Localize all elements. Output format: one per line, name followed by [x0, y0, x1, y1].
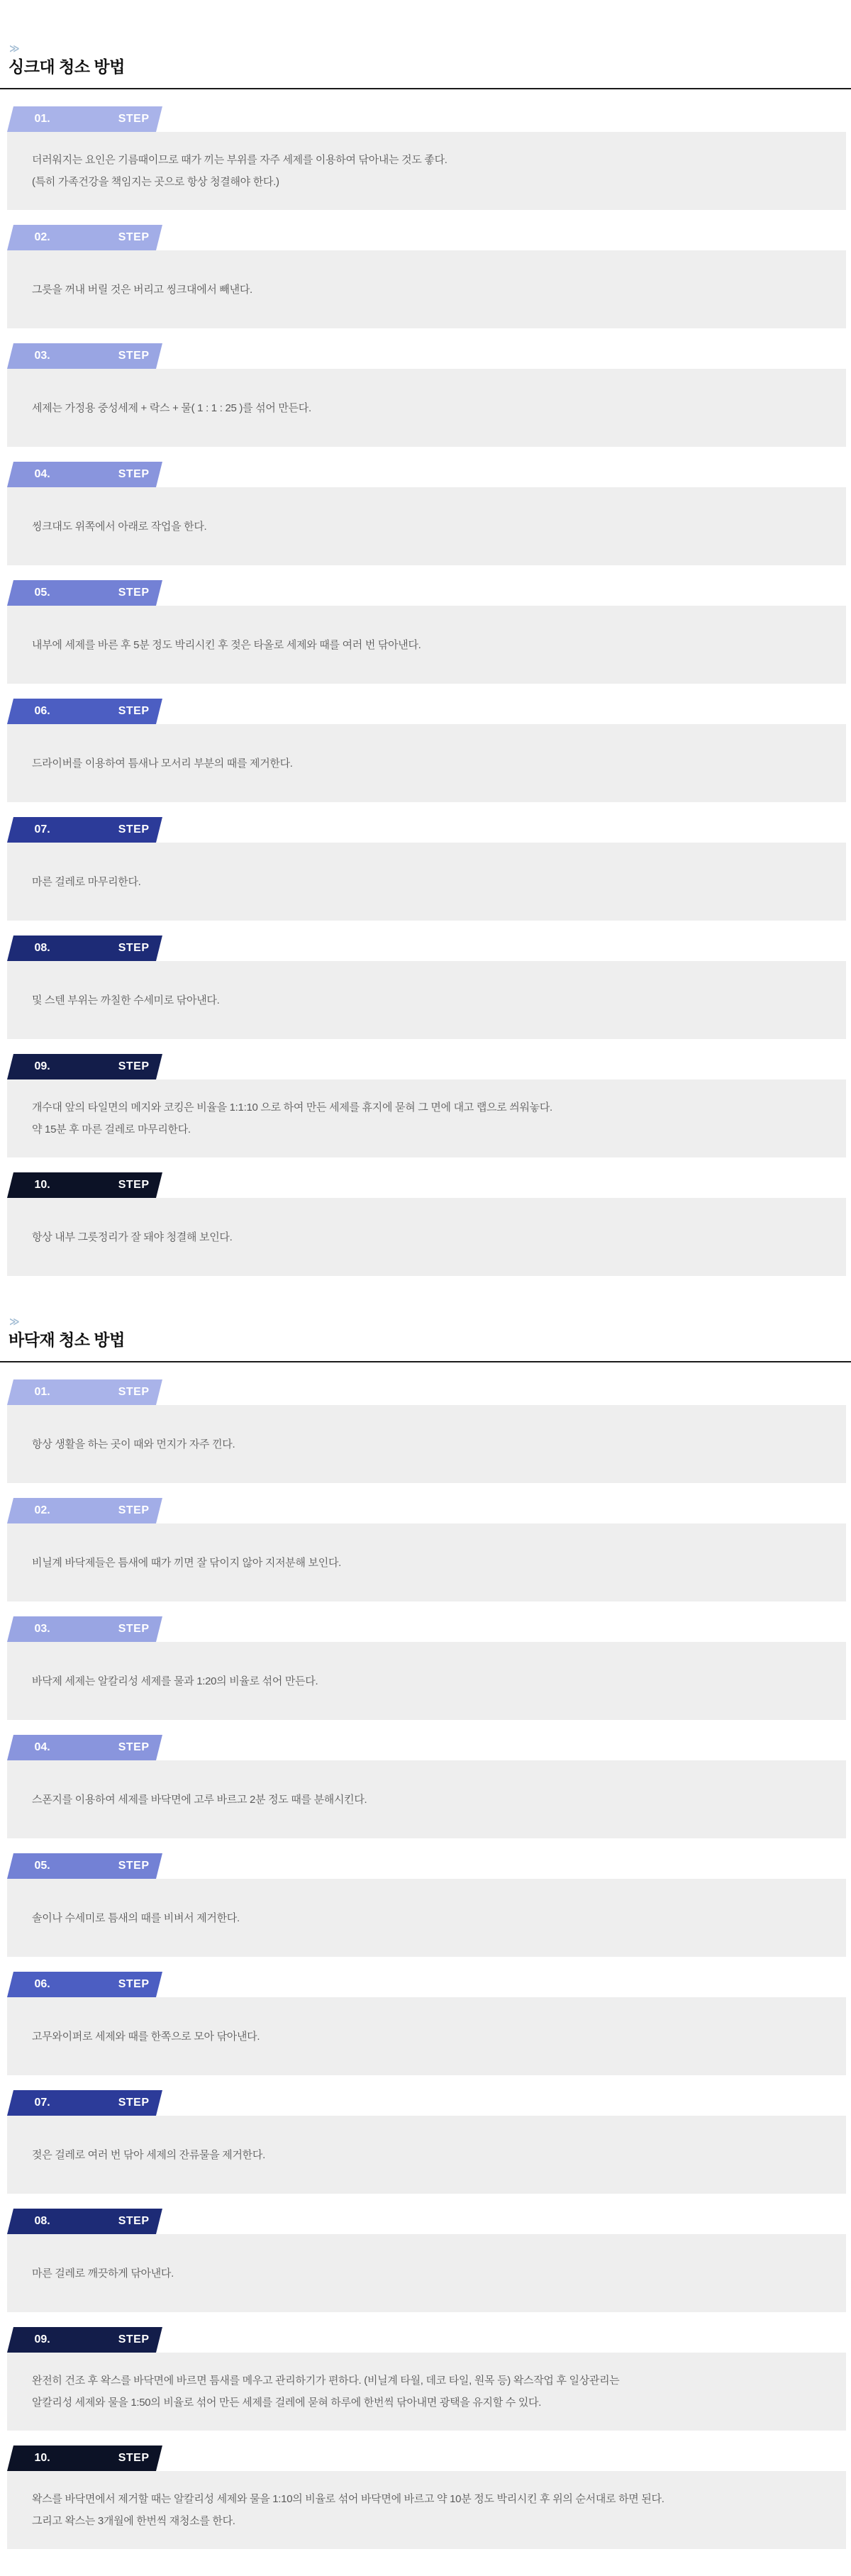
step-badge-inner	[10, 1179, 159, 1192]
step-badge-inner	[10, 468, 159, 481]
step-item	[0, 2209, 851, 2312]
step-number: 05.	[34, 587, 50, 599]
step-description-box	[7, 487, 846, 565]
step-text-line: 바닥제 세제는 알칼리성 세제를 물과 1:20의 비율로 섞어 만든다.	[32, 1675, 318, 1687]
step-badge	[7, 817, 162, 843]
section-sink-cleaning	[0, 43, 851, 1276]
step-badge	[7, 936, 162, 961]
step-label: STEP	[118, 1386, 150, 1398]
step-badge	[7, 2327, 162, 2353]
step-text-line: 알칼리성 세제와 물을 1:50의 비율로 섞어 만든 세제를 걸레에 묻혀 하루에 한번씩 닦아내면 광택을 유지할 수 있다.	[32, 2397, 542, 2409]
step-number: 08.	[34, 2215, 50, 2227]
step-label: STEP	[118, 587, 150, 599]
section-title: 싱크대 청소 방법	[9, 57, 125, 76]
step-item	[0, 462, 851, 565]
step-text-line: 더러워지는 요인은 기름때이므로 때가 끼는 부위를 자주 세제를 이용하여 닦아내는 것도 좋다.	[32, 154, 447, 166]
step-description-box	[7, 1523, 846, 1601]
step-label: STEP	[118, 2452, 150, 2464]
step-description-box	[7, 724, 846, 802]
step-badge-inner	[10, 1623, 159, 1636]
step-badge-inner	[10, 350, 159, 362]
step-label: STEP	[118, 2215, 150, 2227]
step-label: STEP	[118, 2097, 150, 2109]
step-badge-inner	[10, 1386, 159, 1399]
step-badge-inner	[10, 587, 159, 599]
step-badge	[7, 1972, 162, 1997]
section-floor-cleaning	[0, 1316, 851, 2549]
section-divider	[0, 1361, 851, 1362]
step-item	[0, 1735, 851, 1838]
step-item	[0, 1972, 851, 2075]
step-label: STEP	[118, 1741, 150, 1753]
step-number: 09.	[34, 1060, 50, 1072]
step-text-line: 약 15분 후 마른 걸레로 마무리한다.	[32, 1123, 191, 1136]
step-item	[0, 2090, 851, 2194]
step-text-line: (특히 가족건강을 책임지는 곳으로 항상 청결해야 한다.)	[32, 176, 279, 188]
step-item	[0, 1616, 851, 1720]
step-description-box	[7, 1997, 846, 2075]
step-number: 09.	[34, 2333, 50, 2345]
step-description-box	[7, 1198, 846, 1276]
step-description-box	[7, 606, 846, 684]
step-badge	[7, 1498, 162, 1523]
step-badge-inner	[10, 823, 159, 836]
step-text-line: 항상 생활을 하는 곳이 때와 먼지가 자주 낀다.	[32, 1438, 235, 1450]
step-item	[0, 106, 851, 210]
step-number: 03.	[34, 350, 50, 362]
step-text-line: 솔이나 수세미로 틈새의 때를 비벼서 제거한다.	[32, 1911, 240, 1924]
step-number: 02.	[34, 231, 50, 243]
step-number: 03.	[34, 1623, 50, 1635]
step-item	[0, 1853, 851, 1957]
step-description-box	[7, 1879, 846, 1957]
step-badge	[7, 1853, 162, 1879]
step-badge	[7, 462, 162, 487]
step-number: 06.	[34, 705, 50, 717]
step-label: STEP	[118, 231, 150, 243]
step-description-box	[7, 1405, 846, 1483]
step-description-box	[7, 961, 846, 1039]
step-badge	[7, 699, 162, 724]
step-text-line: 씽크대도 위쪽에서 아래로 작업을 한다.	[32, 520, 207, 533]
step-label: STEP	[118, 350, 150, 362]
step-item	[0, 343, 851, 447]
step-description-box	[7, 843, 846, 921]
step-text-line: 항상 내부 그릇정리가 잘 돼야 청결해 보인다.	[32, 1231, 233, 1243]
step-description-box	[7, 1079, 846, 1157]
step-label: STEP	[118, 823, 150, 835]
step-description-box	[7, 2353, 846, 2431]
step-label: STEP	[118, 1060, 150, 1072]
step-item	[0, 699, 851, 802]
step-badge-inner	[10, 705, 159, 718]
step-number: 06.	[34, 1978, 50, 1990]
step-badge	[7, 2209, 162, 2234]
step-number: 01.	[34, 113, 50, 125]
step-number: 10.	[34, 1179, 50, 1191]
step-label: STEP	[118, 1504, 150, 1516]
step-number: 04.	[34, 468, 50, 480]
step-badge	[7, 2445, 162, 2471]
step-label: STEP	[118, 1860, 150, 1872]
step-badge-inner	[10, 2097, 159, 2109]
step-badge-inner	[10, 1504, 159, 1517]
step-label: STEP	[118, 1179, 150, 1191]
step-item	[0, 225, 851, 328]
step-number: 01.	[34, 1386, 50, 1398]
step-badge	[7, 225, 162, 250]
step-number: 04.	[34, 1741, 50, 1753]
step-description-box	[7, 2116, 846, 2194]
step-item	[0, 2445, 851, 2549]
step-badge-inner	[10, 2452, 159, 2465]
step-text-line: 젖은 걸레로 여러 번 닦아 세제의 잔류물을 제거한다.	[32, 2148, 265, 2161]
step-text-line: 왁스를 바닥면에서 제거할 때는 알칼리성 세제와 물을 1:10의 비율로 섞어 바닥면에 바르고 약 10분 정도 박리시킨 후 위의 순서대로 하면 된다.	[32, 2493, 664, 2505]
section-header	[0, 43, 851, 77]
step-label: STEP	[118, 942, 150, 954]
step-badge-inner	[10, 231, 159, 244]
step-badge	[7, 1735, 162, 1760]
step-label: STEP	[118, 1623, 150, 1635]
step-badge	[7, 1379, 162, 1405]
step-text-line: 스폰지를 이용하여 세제를 바닥면에 고루 바르고 2분 정도 때를 분해시킨다.	[32, 1793, 367, 1806]
step-text-line: 세제는 가정용 중성세제 + 락스 + 물( 1 : 1 : 25 )를 섞어 만든다.	[32, 401, 311, 414]
step-badge	[7, 1172, 162, 1198]
step-text-line: 및 스텐 부위는 까칠한 수세미로 닦아낸다.	[32, 994, 220, 1006]
step-badge-inner	[10, 1860, 159, 1872]
step-badge-inner	[10, 113, 159, 126]
step-badge	[7, 106, 162, 132]
step-text-line: 그리고 왁스는 3개월에 한번씩 재청소를 한다.	[32, 2515, 235, 2527]
double-chevron-icon: ≫	[9, 43, 19, 54]
step-label: STEP	[118, 705, 150, 717]
section-header	[0, 1316, 851, 1350]
step-description-box	[7, 2234, 846, 2312]
steps-list	[0, 106, 851, 1276]
step-label: STEP	[118, 2333, 150, 2345]
section-title: 바닥재 청소 방법	[9, 1331, 125, 1349]
step-badge-inner	[10, 1741, 159, 1754]
step-badge	[7, 1054, 162, 1079]
step-item	[0, 1379, 851, 1483]
step-badge	[7, 2090, 162, 2116]
step-badge	[7, 1616, 162, 1642]
step-item	[0, 936, 851, 1039]
step-number: 07.	[34, 2097, 50, 2109]
section-divider	[0, 88, 851, 89]
step-text-line: 내부에 세제를 바른 후 5분 정도 박리시킨 후 젖은 타올로 세제와 때를 여러 번 닦아낸다.	[32, 638, 421, 651]
step-badge-inner	[10, 2215, 159, 2228]
step-description-box	[7, 369, 846, 447]
step-text-line: 마른 걸레로 마무리한다.	[32, 875, 141, 888]
step-description-box	[7, 2471, 846, 2549]
step-label: STEP	[118, 1978, 150, 1990]
step-label: STEP	[118, 468, 150, 480]
step-item	[0, 580, 851, 684]
step-description-box	[7, 1760, 846, 1838]
step-description-box	[7, 250, 846, 328]
step-text-line: 개수대 앞의 타일면의 메지와 코킹은 비율을 1:1:10 으로 하여 만든 세제를 휴지에 묻혀 그 면에 대고 랩으로 씌워놓다.	[32, 1101, 552, 1114]
step-text-line: 비닐계 바닥제들은 틈새에 때가 끼면 잘 닦이지 않아 지저분해 보인다.	[32, 1556, 341, 1569]
step-text-line: 마른 걸레로 깨끗하게 닦아낸다.	[32, 2267, 174, 2280]
step-number: 08.	[34, 942, 50, 954]
step-number: 05.	[34, 1860, 50, 1872]
step-number: 02.	[34, 1504, 50, 1516]
step-item	[0, 1172, 851, 1276]
double-chevron-icon: ≫	[9, 1316, 19, 1327]
step-badge-inner	[10, 1978, 159, 1991]
step-number: 07.	[34, 823, 50, 835]
step-description-box	[7, 1642, 846, 1720]
step-item	[0, 1498, 851, 1601]
step-item	[0, 2327, 851, 2431]
steps-list	[0, 1379, 851, 2549]
step-badge	[7, 580, 162, 606]
step-text-line: 드라이버를 이용하여 틈새나 모서리 부분의 때를 제거한다.	[32, 757, 293, 770]
step-text-line: 그릇을 꺼내 버릴 것은 버리고 씽크대에서 빼낸다.	[32, 283, 252, 296]
step-text-line: 완전히 건조 후 왁스를 바닥면에 바르면 틈새를 메우고 관리하기가 편하다. (비닐계 타월, 데코 타일, 원목 등) 왁스작업 후 일상관리는	[32, 2375, 620, 2387]
step-number: 10.	[34, 2452, 50, 2464]
step-badge-inner	[10, 2333, 159, 2346]
step-badge	[7, 343, 162, 369]
step-badge-inner	[10, 942, 159, 955]
step-description-box	[7, 132, 846, 210]
step-badge-inner	[10, 1060, 159, 1073]
step-label: STEP	[118, 113, 150, 125]
step-item	[0, 1054, 851, 1157]
step-item	[0, 817, 851, 921]
step-text-line: 고무와이퍼로 세제와 때를 한쪽으로 모아 닦아낸다.	[32, 2030, 260, 2043]
